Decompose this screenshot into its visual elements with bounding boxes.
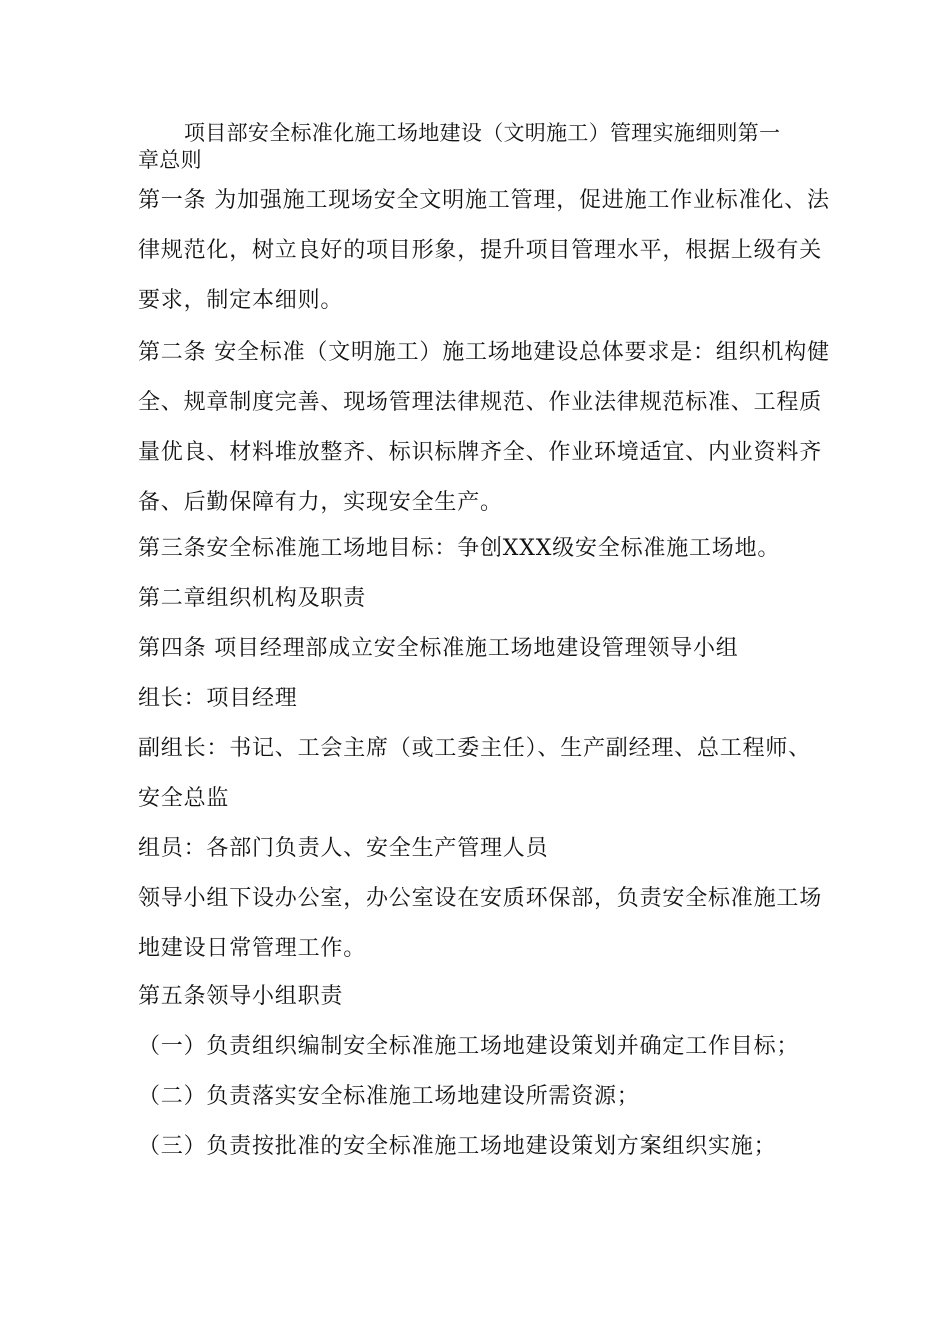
- deputy-leaders: [138, 724, 838, 824]
- office-line: 地建设日常管理工作。: [138, 936, 367, 961]
- article-2-line: 第二条 安全标准（文明施工）施工场地建设总体要求是：组织机构健: [138, 340, 830, 365]
- title-line-1: 项目部安全标准化施工场地建设（文明施工）管理实施细则第一: [184, 121, 781, 145]
- article-2-line: 量优良、材料堆放整齐、标识标牌齐全、作业环境适宜、内业资料齐: [138, 440, 823, 465]
- article-3: [138, 524, 838, 574]
- title-line-2: 章总则: [138, 148, 202, 172]
- duty-item-line: （一）负责组织编制安全标准施工场地建设策划并确定工作目标；: [138, 1034, 800, 1059]
- duty-item-1: [138, 1022, 838, 1072]
- duty-item-3: [138, 1122, 838, 1172]
- group-leader-line: 组长：项目经理: [138, 686, 298, 711]
- document-title: [138, 120, 828, 174]
- office-line: 领导小组下设办公室，办公室设在安质环保部，负责安全标准施工场: [138, 886, 823, 911]
- article-5-line: 第五条领导小组职责: [138, 984, 344, 1009]
- article-4-line: 第四条 项目经理部成立安全标准施工场地建设管理领导小组: [138, 636, 739, 661]
- article-4: [138, 624, 838, 674]
- article-1-line: 要求，制定本细则。: [138, 288, 344, 313]
- chapter-2-line: 第二章组织机构及职责: [138, 586, 367, 611]
- article-5: [138, 972, 838, 1022]
- group-leader: [138, 674, 838, 724]
- group-members-line: 组员：各部门负责人、安全生产管理人员: [138, 836, 549, 861]
- article-3-line: 第三条安全标准施工场地目标：争创XXX级安全标准施工场地。: [138, 536, 781, 561]
- duty-item-line: （二）负责落实安全标准施工场地建设所需资源；: [138, 1084, 640, 1109]
- duty-item-line: （三）负责按批准的安全标准施工场地建设策划方案组织实施；: [138, 1134, 777, 1159]
- article-2-line: 全、规章制度完善、现场管理法律规范、作业法律规范标准、工程质: [138, 390, 823, 415]
- deputy-leaders-line: 安全总监: [138, 786, 230, 811]
- article-2-line: 备、后勤保障有力，实现安全生产。: [138, 490, 503, 515]
- duty-item-2: [138, 1072, 838, 1122]
- chapter-2-heading: [138, 574, 838, 624]
- article-1-line: 律规范化，树立良好的项目形象，提升项目管理水平，根据上级有关: [138, 238, 823, 263]
- article-2: [138, 328, 838, 528]
- deputy-leaders-line: 副组长：书记、工会主席（或工委主任）、生产副经理、总工程师、: [138, 736, 812, 761]
- article-1: [138, 176, 838, 326]
- group-members: [138, 824, 838, 874]
- office-paragraph: [138, 874, 838, 974]
- article-1-line: 第一条 为加强施工现场安全文明施工管理，促进施工作业标准化、法: [138, 188, 830, 213]
